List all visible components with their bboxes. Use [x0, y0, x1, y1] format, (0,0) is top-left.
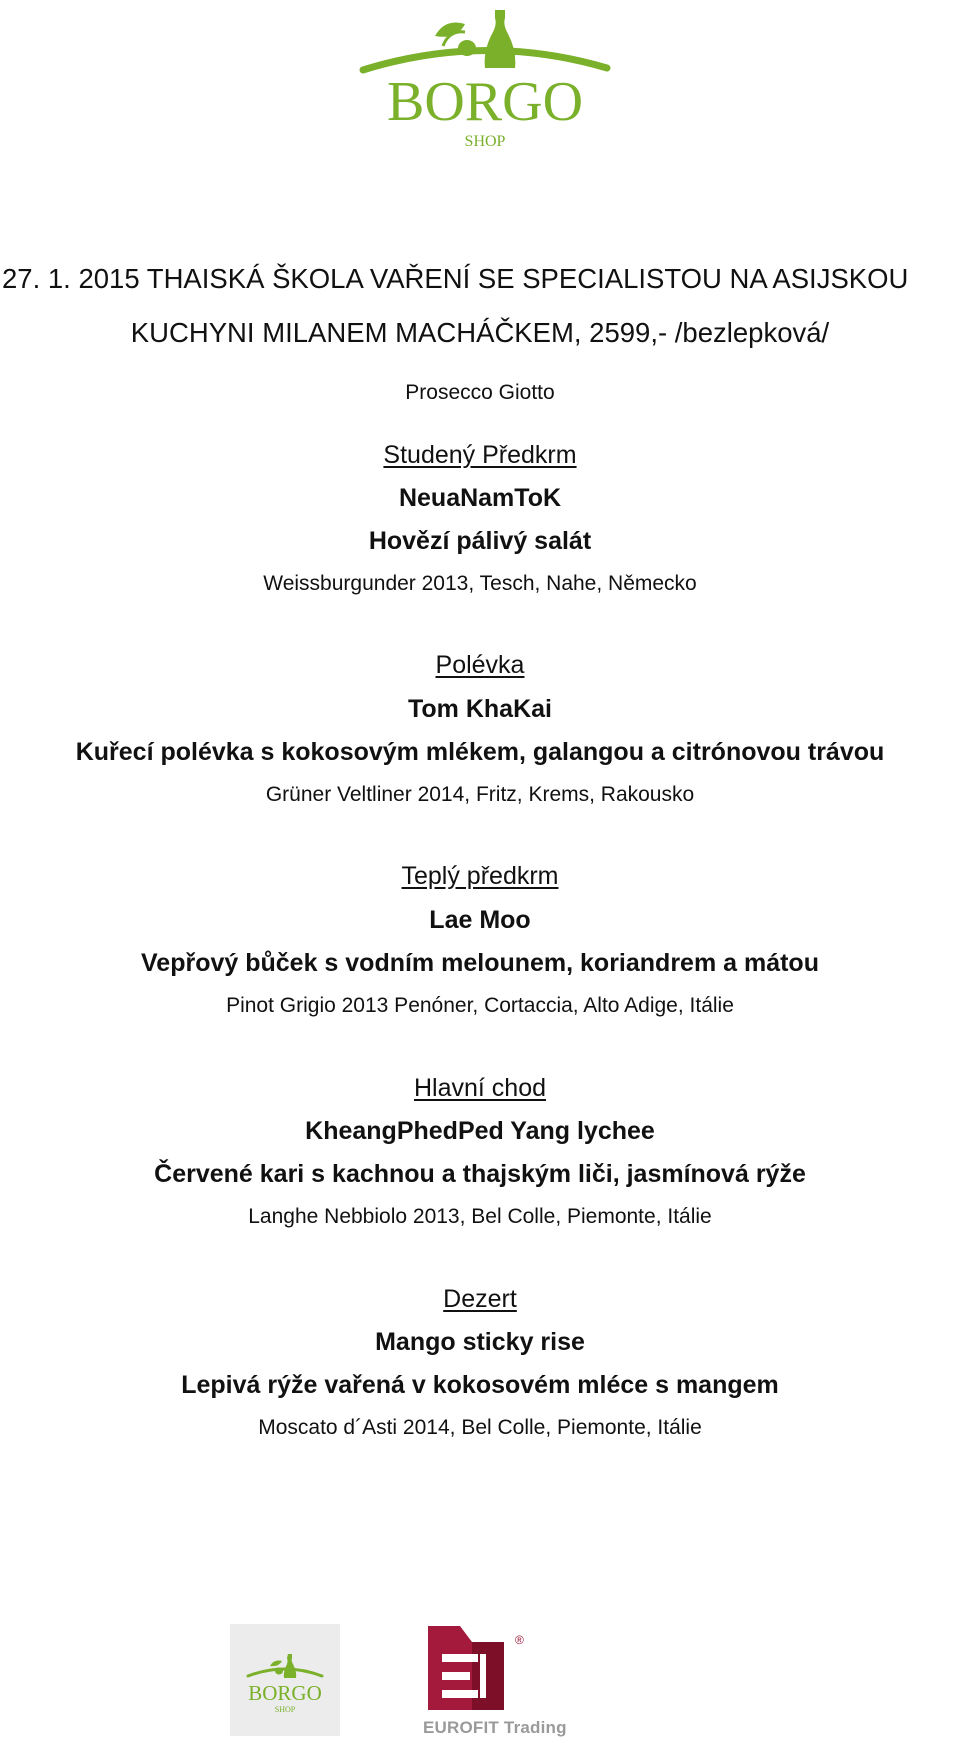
- dish-name: Lae Moo: [429, 906, 531, 934]
- course-heading: Dezert: [443, 1285, 517, 1313]
- borgo-shop-logo: [335, 2, 635, 152]
- wine-pairing: Pinot Grigio 2013 Penóner, Cortaccia, Alto Adige, Itálie: [226, 994, 734, 1017]
- dish-name: Tom KhaKai: [408, 695, 552, 723]
- event-title-line-1: 27. 1. 2015 THAISKÁ ŠKOLA VAŘENÍ SE SPECIALISTOU NA ASIJSKOU: [2, 263, 909, 294]
- dish-description: Hovězí pálivý salát: [368, 527, 592, 555]
- event-title-line-2: KUCHYNI MILANEM MACHÁČKEM, 2599,- /bezlepková/: [130, 317, 830, 348]
- dish-description: Vepřový bůček s vodním melounem, koriandrem a mátou: [141, 949, 819, 977]
- dish-description: Červené kari s kachnou a thajským liči, jasmínová rýže: [154, 1160, 806, 1188]
- eurofit-trading-name: EUROFIT Trading: [423, 1718, 567, 1737]
- dish-name: NeuaNamToK: [398, 484, 562, 512]
- small-logo-sub-text: SHOP: [274, 1705, 296, 1714]
- dish-description: Lepivá rýže vařená v kokosovém mléce s mangem: [181, 1371, 779, 1399]
- dish-description: Kuřecí polévka s kokosovým mlékem, galangou a citrónovou trávou: [75, 738, 885, 766]
- event-title: [0, 252, 960, 360]
- registered-mark: ®: [515, 1633, 524, 1647]
- course-heading: Teplý předkrm: [401, 862, 559, 890]
- dish-name: KheangPhedPed Yang lychee: [305, 1117, 655, 1145]
- small-logo-brand-text: BORGO: [248, 1681, 322, 1705]
- borgo-shop-logo-small: [230, 1624, 340, 1736]
- logo-brand-text: BORGO: [386, 71, 584, 133]
- course-heading: Hlavní chod: [413, 1074, 547, 1102]
- course-heading: Polévka: [435, 651, 525, 679]
- course-heading: Studený Předkrm: [383, 441, 577, 469]
- dish-name: Mango sticky rise: [375, 1328, 585, 1356]
- wine-pairing: Langhe Nebbiolo 2013, Bel Colle, Piemonte, Itálie: [248, 1205, 712, 1228]
- logo-sub-text: SHOP: [464, 133, 506, 150]
- wine-pairing: Grüner Veltliner 2014, Fritz, Krems, Rakousko: [265, 783, 695, 806]
- wine-pairing: Moscato d´Asti 2014, Bel Colle, Piemonte, Itálie: [258, 1416, 702, 1439]
- wine-pairing: Weissburgunder 2013, Tesch, Nahe, Německo: [263, 572, 697, 595]
- aperitif-wine: Prosecco Giotto: [405, 381, 555, 404]
